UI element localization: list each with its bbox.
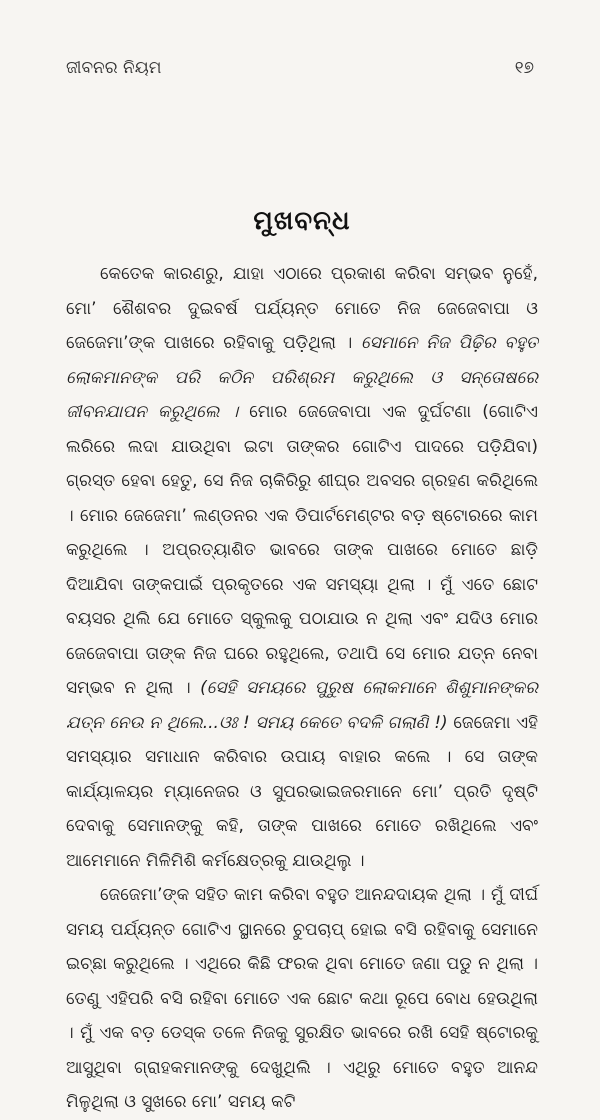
text-run: ଜେଜେମା ଏହି ସମସ୍ୟାର ସମାଧାନ କରିବାର ଉପାୟ ବାହାର କଲେ । ସେ ତାଙ୍କ କାର୍ଯ୍ୟାଳୟର ମ୍ୟାନେଜର ଓ ସୁପରଭାଇଜରମାନେ ମୋ’ ପ୍ରତି ଦୃଷ୍ଟି ଦେବାକୁ ସେମାନଙ୍କୁ କହି, ତାଙ୍କ ପାଖରେ ମୋତେ ରଖିଥିଲେ ଏବଂ ଆମେମାନେ ମିଳିମିଶି କର୍ମକ୍ଷେତ୍ରକୁ ଯାଉଥିଲୁ । [66, 712, 538, 871]
italic-text-run: ସେମାନେ ନିଜ ପିଢ଼ିର ବହୁତ ଲୋକମାନଙ୍କ ପରି କଠିନ ପରିଶ୍ରମ କରୁଥିଲେ ଓ ସନ୍ତୋଷରେ ଜୀବନଯାପନ କରୁଥିଲେ । [66, 333, 539, 422]
text-run: ଜେଜେମା’ଙ୍କ ସହିତ କାମ କରିବା ବହୁତ ଆନନ୍ଦଦାୟକ ଥିଲା । ମୁଁ ଦୀର୍ଘ ସମୟ ପର୍ଯ୍ୟନ୍ତ ଗୋଟିଏ ସ୍ଥାନରେ ଚୁପଚାପ୍ ହୋଇ ବସି ରହିବାକୁ ସେମାନେ ଇଚ୍ଛା କରୁଥିଲେ । ଏଥିରେ କିଛି ଫରକ ଥିବା ମୋତେ ଜଣା ପଡୁ ନ ଥିଲା । ତେଣୁ ଏହିପରି ବସି ରହିବା ମୋତେ ଏକ ଛୋଟ କଥା ରୂପେ ବୋଧ ହେଉଥିଲା । ମୁଁ ଏକ ବଡ଼ ଡେସ୍କ ତଳେ ନିଜକୁ ସୁରକ୍ଷିତ ଭାବରେ ରଖି ସେହି ଷ୍ଟୋରକୁ ଆସୁଥିବା ଗ୍ରାହକମାନଙ୍କୁ ଦେଖୁଥିଲି । ଏଥିରୁ ମୋତେ ବହୁତ ଆନନ୍ଦ ମିଳୁଥିଲା ଓ ସୁଖରେ ମୋ’ ସମୟ କଟି [66, 885, 538, 1112]
text-run: କେତେକ କାରଣରୁ, ଯାହା ଏଠାରେ ପ୍ରକାଶ କରିବା ସମ୍ଭବ ନୁହେଁ, ମୋ’ ଶୈଶବର ଦୁଇବର୍ଷ ପର୍ଯ୍ୟନ୍ତ ମୋତେ ନିଜ ଜେଜେବାପା ଓ ଜେଜେମା’ଙ୍କ ପାଖରେ ରହିବାକୁ ପଡ଼ିଥିଲା । [66, 264, 538, 353]
running-header [66, 58, 534, 78]
body-text [66, 257, 538, 1120]
page-number: ୧୭ [514, 58, 534, 78]
italic-text-run: (ସେହି ସମୟରେ ପୁରୁଷ ଲୋକମାନେ ଶିଶୁମାନଙ୍କର ଯତ୍ନ ନେଉ ନ ଥିଲେ...ଓଃ ! ସମୟ କେତେ ବଦଳି ଗଲାଣି !) [66, 678, 538, 733]
paragraph [66, 878, 538, 1120]
text-run: ମୋର ଜେଜେବାପା ଏକ ଦୁର୍ଘଟଣା (ଗୋଟିଏ ଲରିରେ ଲଦା ଯାଉଥିବା ଇଟା ତାଙ୍କର ଗୋଟିଏ ପାଦରେ ପଡ଼ିଯିବା) ଗ୍ରସ୍ତ ହେବା ହେତୁ, ସେ ନିଜ ଚାକିରିରୁ ଶୀଘ୍ର ଅବସର ଗ୍ରହଣ କରିଥିଲେ । ମୋର ଜେଜେମା’ ଲଣ୍ଡନର ଏକ ଡିପାର୍ଟମେଣ୍ଟର ବଡ଼ ଷ୍ଟୋରରେ କାମ କରୁଥିଲେ । ଅପ୍ରତ୍ୟାଶିତ ଭାବରେ ତାଙ୍କ ପାଖରେ ମୋତେ ଛାଡ଼ି ଦିଆଯିବା ତାଙ୍କପାଇଁ ପ୍ରକୃତରେ ଏକ ସମସ୍ୟା ଥିଲା । ମୁଁ ଏତେ ଛୋଟ ବୟସର ଥିଲି ଯେ ମୋତେ ସ୍କୁଲକୁ ପଠାଯାଉ ନ ଥିଲା ଏବଂ ଯଦିଓ ମୋର ଜେଜେବାପା ତାଙ୍କ ନିଜ ଘରେ ରହୁଥିଲେ, ତଥାପି ସେ ମୋର ଯତ୍ନ ନେବା ସମ୍ଭବ ନ ଥିଲା । [66, 402, 539, 698]
paragraph [66, 257, 538, 878]
running-title: ଜୀବନର ନିୟମ [66, 58, 162, 78]
chapter-title: ମୁଖବନ୍ଧ [253, 206, 351, 236]
